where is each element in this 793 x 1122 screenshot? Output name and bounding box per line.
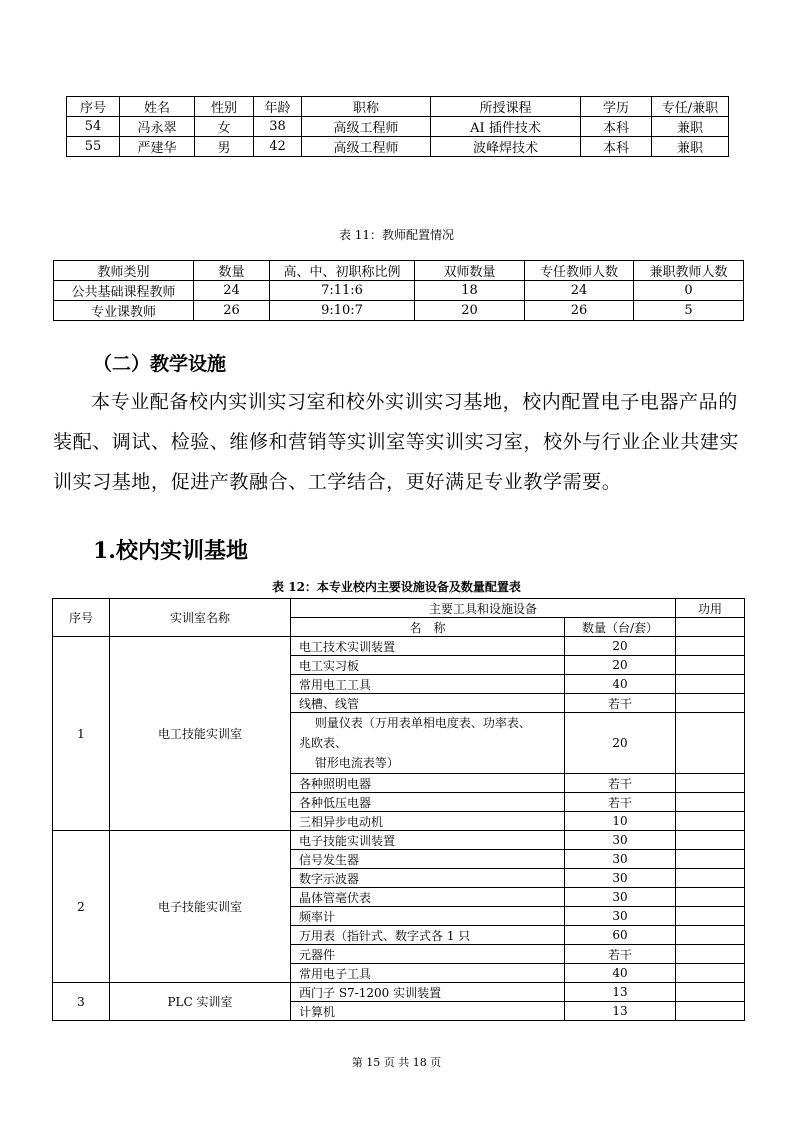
table-row bbox=[54, 281, 744, 301]
table-cell: 55 bbox=[67, 137, 120, 157]
room-number-cell: 2 bbox=[53, 831, 110, 983]
function-cell bbox=[676, 945, 745, 964]
equipment-name-cell: 计算机 bbox=[291, 1002, 565, 1021]
room-name-cell: 电子技能实训室 bbox=[110, 831, 291, 983]
header-cell: 序号 bbox=[53, 599, 110, 637]
table-cell: 专业课教师 bbox=[54, 301, 194, 321]
table-cell: 7:11:6 bbox=[270, 281, 415, 301]
table12-caption: 表 12：本专业校内主要设施设备及数量配置表 bbox=[272, 580, 521, 594]
equipment-name-line: 兆欧表、 bbox=[299, 736, 348, 750]
table-cell: 严建华 bbox=[120, 137, 195, 157]
equipment-name-cell: 电子技能实训装置 bbox=[291, 831, 565, 850]
equipment-name-cell: 元器件 bbox=[291, 945, 565, 964]
table-cell: 38 bbox=[254, 117, 302, 137]
equipment-name-cell: 晶体管毫伏表 bbox=[291, 888, 565, 907]
section-paragraph: 本专业配备校内实训实习室和校外实训实习基地，校内配置电子电器产品的装配、调试、检验、维修和营销等实训室等实训实习室，校外与行业企业共建实训实习基地，促进产教融合、工学结合，更好满足专业教学需要。 bbox=[53, 391, 740, 493]
function-cell bbox=[676, 869, 745, 888]
function-cell bbox=[676, 656, 745, 675]
header-cell: 名 称 bbox=[291, 618, 565, 637]
facilities-table bbox=[52, 598, 745, 1021]
equipment-name-cell: 万用表（指针式、数字式各 1 只 bbox=[291, 926, 565, 945]
table-row bbox=[53, 983, 745, 1002]
table-cell: 高级工程师 bbox=[302, 117, 431, 137]
header-cell: 功用 bbox=[676, 599, 745, 618]
header-cell: 年龄 bbox=[254, 97, 302, 117]
table-cell: 54 bbox=[67, 117, 120, 137]
equipment-qty-cell: 20 bbox=[565, 637, 676, 656]
header-cell: 专任/兼职 bbox=[652, 97, 729, 117]
function-cell bbox=[676, 694, 745, 713]
teacher-list-table bbox=[66, 96, 729, 157]
function-cell bbox=[676, 926, 745, 945]
equipment-qty-cell: 若干 bbox=[565, 694, 676, 713]
equipment-name-cell: 西门子 S7-1200 实训装置 bbox=[291, 983, 565, 1002]
facilities-table-body bbox=[53, 599, 745, 1021]
table-cell: 兼职 bbox=[652, 117, 729, 137]
equipment-name-line: 则量仪表（万用表单相电度表、功率表、 bbox=[299, 716, 531, 730]
section-heading: （二）教学设施 bbox=[93, 353, 227, 375]
room-name-cell: PLC 实训室 bbox=[110, 983, 291, 1021]
equipment-name-cell: 线槽、线管 bbox=[291, 694, 565, 713]
header-cell: 主要工具和设施设备 bbox=[291, 599, 676, 618]
equipment-qty-cell: 若干 bbox=[565, 945, 676, 964]
header-cell: 专任教师人数 bbox=[525, 261, 634, 281]
table-row bbox=[67, 137, 729, 157]
table-cell: 42 bbox=[254, 137, 302, 157]
equipment-qty-cell: 30 bbox=[565, 907, 676, 926]
equipment-name-cell: 电工技术实训装置 bbox=[291, 637, 565, 656]
table-cell: 兼职 bbox=[652, 137, 729, 157]
equipment-name-cell bbox=[291, 713, 565, 774]
table-cell: 24 bbox=[194, 281, 270, 301]
header-cell: 数量（台/套） bbox=[565, 618, 676, 637]
room-number-cell: 3 bbox=[53, 983, 110, 1021]
function-cell bbox=[676, 983, 745, 1002]
table11-caption: 表 11：教师配置情况 bbox=[338, 228, 455, 242]
header-cell bbox=[676, 618, 745, 637]
equipment-qty-cell: 20 bbox=[565, 713, 676, 774]
room-name-cell: 电工技能实训室 bbox=[110, 637, 291, 831]
table-cell: 男 bbox=[195, 137, 254, 157]
header-cell: 职称 bbox=[302, 97, 431, 117]
table-cell: 本科 bbox=[581, 137, 652, 157]
function-cell bbox=[676, 713, 745, 774]
subsection-heading: 1.校内实训基地 bbox=[93, 538, 248, 564]
equipment-qty-cell: 30 bbox=[565, 850, 676, 869]
header-cell: 高、中、初职称比例 bbox=[270, 261, 415, 281]
table-cell: 9:10:7 bbox=[270, 301, 415, 321]
function-cell bbox=[676, 1002, 745, 1021]
function-cell bbox=[676, 675, 745, 694]
function-cell bbox=[676, 637, 745, 656]
equipment-name-cell: 频率计 bbox=[291, 907, 565, 926]
function-cell bbox=[676, 888, 745, 907]
room-number-cell: 1 bbox=[53, 637, 110, 831]
equipment-qty-cell: 若干 bbox=[565, 793, 676, 812]
equipment-qty-cell: 60 bbox=[565, 926, 676, 945]
equipment-qty-cell: 40 bbox=[565, 964, 676, 983]
function-cell bbox=[676, 850, 745, 869]
function-cell bbox=[676, 774, 745, 793]
function-cell bbox=[676, 964, 745, 983]
table-cell: 18 bbox=[415, 281, 525, 301]
function-cell bbox=[676, 907, 745, 926]
equipment-name-cell: 电工实习板 bbox=[291, 656, 565, 675]
table-cell: 本科 bbox=[581, 117, 652, 137]
table-row bbox=[53, 831, 745, 850]
equipment-qty-cell: 13 bbox=[565, 1002, 676, 1021]
header-cell: 教师类别 bbox=[54, 261, 194, 281]
equipment-qty-cell: 30 bbox=[565, 888, 676, 907]
table-row bbox=[54, 301, 744, 321]
header-cell: 实训室名称 bbox=[110, 599, 291, 637]
table-cell: 24 bbox=[525, 281, 634, 301]
page-footer: 第 15 页 共 18 页 bbox=[351, 1056, 442, 1069]
equipment-name-cell: 三相异步电动机 bbox=[291, 812, 565, 831]
table-cell: 26 bbox=[194, 301, 270, 321]
table-cell: 高级工程师 bbox=[302, 137, 431, 157]
table-cell: 波峰焊技术 bbox=[431, 137, 581, 157]
table-cell: 冯永翠 bbox=[120, 117, 195, 137]
equipment-name-cell: 常用电工工具 bbox=[291, 675, 565, 694]
table-cell: 女 bbox=[195, 117, 254, 137]
equipment-name-line: 钳形电流表等） bbox=[299, 756, 399, 770]
header-cell: 性别 bbox=[195, 97, 254, 117]
table-cell: 20 bbox=[415, 301, 525, 321]
equipment-name-cell: 数字示波器 bbox=[291, 869, 565, 888]
table-row bbox=[53, 637, 745, 656]
table-header-row bbox=[67, 97, 729, 117]
table-cell: 26 bbox=[525, 301, 634, 321]
equipment-qty-cell: 30 bbox=[565, 869, 676, 888]
header-cell: 数量 bbox=[194, 261, 270, 281]
teacher-config-table bbox=[53, 260, 744, 321]
header-cell: 序号 bbox=[67, 97, 120, 117]
table-cell: 5 bbox=[634, 301, 744, 321]
header-cell: 姓名 bbox=[120, 97, 195, 117]
equipment-name-cell: 各种低压电器 bbox=[291, 793, 565, 812]
table-cell: 公共基础课程教师 bbox=[54, 281, 194, 301]
equipment-name-cell: 信号发生器 bbox=[291, 850, 565, 869]
function-cell bbox=[676, 793, 745, 812]
header-cell: 兼职教师人数 bbox=[634, 261, 744, 281]
table-row bbox=[67, 117, 729, 137]
function-cell bbox=[676, 831, 745, 850]
header-cell: 双师数量 bbox=[415, 261, 525, 281]
table-header-row bbox=[54, 261, 744, 281]
header-cell: 学历 bbox=[581, 97, 652, 117]
equipment-qty-cell: 13 bbox=[565, 983, 676, 1002]
equipment-qty-cell: 30 bbox=[565, 831, 676, 850]
equipment-qty-cell: 20 bbox=[565, 656, 676, 675]
equipment-qty-cell: 10 bbox=[565, 812, 676, 831]
equipment-name-cell: 常用电子工具 bbox=[291, 964, 565, 983]
table-header-row bbox=[53, 599, 745, 618]
function-cell bbox=[676, 812, 745, 831]
table-cell: AI 插件技术 bbox=[431, 117, 581, 137]
equipment-qty-cell: 若干 bbox=[565, 774, 676, 793]
equipment-name-cell: 各种照明电器 bbox=[291, 774, 565, 793]
header-cell: 所授课程 bbox=[431, 97, 581, 117]
equipment-qty-cell: 40 bbox=[565, 675, 676, 694]
table-cell: 0 bbox=[634, 281, 744, 301]
